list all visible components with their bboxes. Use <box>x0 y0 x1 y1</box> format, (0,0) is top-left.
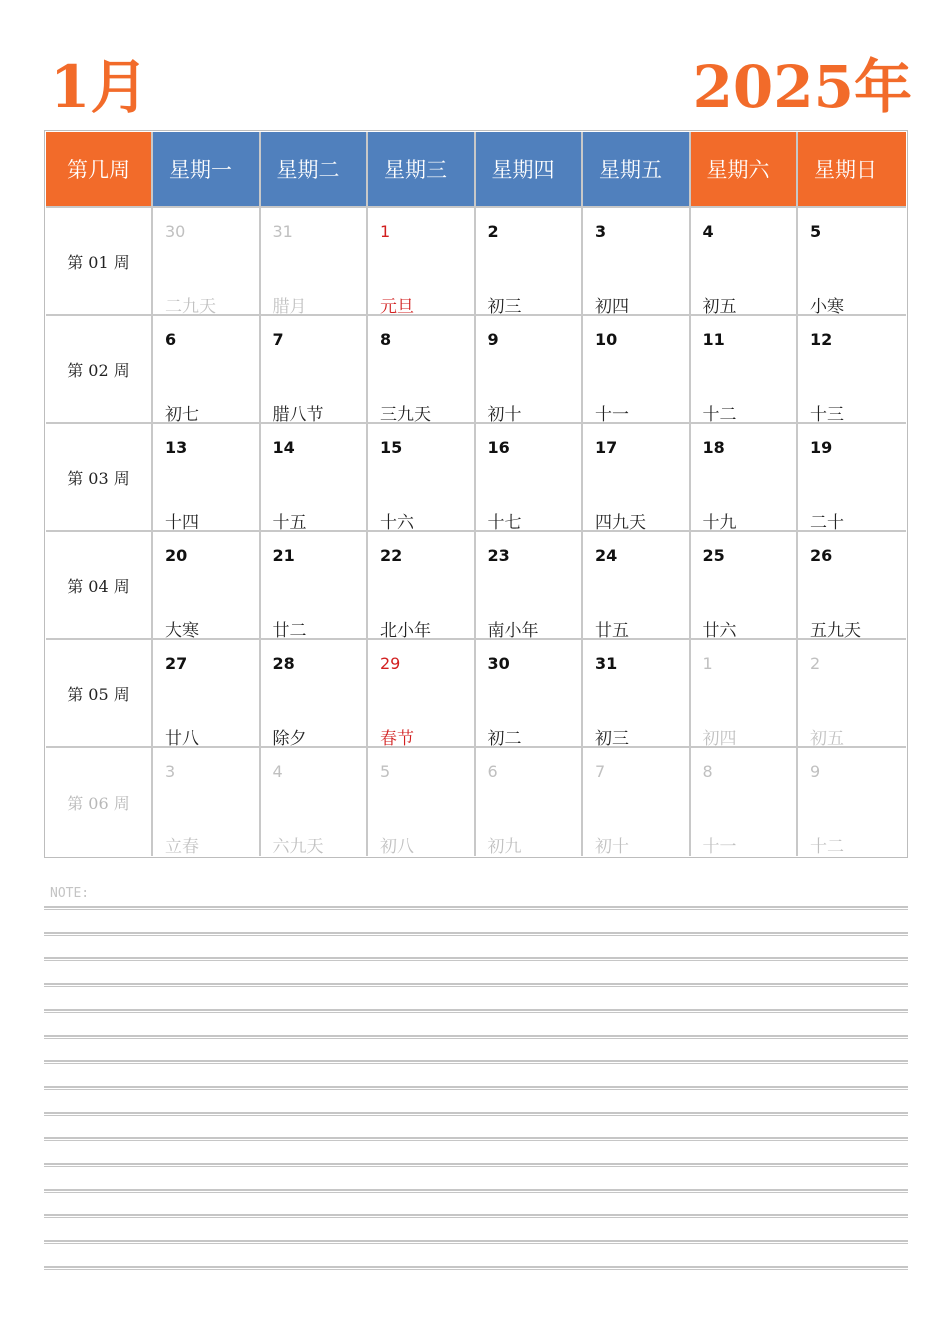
day-cell[interactable] <box>583 640 691 748</box>
week-number: 第 03 周 <box>46 424 153 532</box>
solar-date: 23 <box>487 546 510 565</box>
solar-date: 30 <box>487 654 510 673</box>
header-weekday <box>153 132 261 208</box>
lunar-date: 十三 <box>810 405 844 424</box>
day-cell[interactable] <box>583 748 691 856</box>
day-cell[interactable] <box>261 748 369 856</box>
day-cell[interactable] <box>261 424 369 532</box>
calendar-table <box>44 130 908 858</box>
header-weekday <box>798 132 906 208</box>
solar-date: 31 <box>272 222 293 241</box>
day-cell[interactable] <box>261 532 369 640</box>
day-cell[interactable] <box>583 316 691 424</box>
solar-date: 18 <box>702 438 725 457</box>
day-cell[interactable] <box>153 316 261 424</box>
week-number: 第 02 周 <box>46 316 153 424</box>
lunar-date: 初十 <box>487 405 522 424</box>
weekday-label: 星期三 <box>384 158 447 182</box>
lunar-date: 小寒 <box>810 297 844 316</box>
lunar-date: 十六 <box>380 513 414 532</box>
solar-date: 26 <box>810 546 833 565</box>
year-title: 2025年 <box>692 53 912 121</box>
solar-date: 27 <box>165 654 188 673</box>
note-line <box>44 1189 908 1193</box>
note-line <box>44 1086 908 1090</box>
solar-date: 21 <box>272 546 295 565</box>
lunar-date: 廿五 <box>595 621 629 640</box>
solar-date: 28 <box>272 654 295 673</box>
lunar-date: 初四 <box>702 729 737 748</box>
lunar-date: 初九 <box>487 837 522 856</box>
lunar-date: 六九天 <box>272 837 324 856</box>
lunar-date: 十四 <box>165 513 199 532</box>
week-number: 第 01 周 <box>46 208 153 316</box>
day-cell[interactable] <box>476 748 584 856</box>
lunar-date: 南小年 <box>487 621 539 640</box>
lunar-date: 十一 <box>702 837 737 856</box>
day-cell[interactable] <box>798 424 906 532</box>
note-line <box>44 906 908 910</box>
lunar-date: 初四 <box>595 297 629 316</box>
solar-date: 4 <box>272 762 283 781</box>
lunar-date: 腊八节 <box>272 405 324 424</box>
lunar-date: 初七 <box>165 405 199 424</box>
day-cell[interactable] <box>261 208 369 316</box>
solar-date: 6 <box>165 330 177 349</box>
week-number: 第 05 周 <box>46 640 153 748</box>
solar-date: 31 <box>595 654 618 673</box>
day-cell[interactable] <box>691 208 799 316</box>
day-cell[interactable] <box>261 640 369 748</box>
header-weekday <box>476 132 584 208</box>
solar-date: 1 <box>702 654 713 673</box>
weekday-label: 星期六 <box>706 158 770 182</box>
solar-date: 11 <box>702 330 725 349</box>
lunar-date: 二十 <box>810 513 844 532</box>
day-cell[interactable] <box>153 748 261 856</box>
lunar-date: 廿二 <box>272 621 307 640</box>
lunar-date: 五九天 <box>810 621 861 640</box>
solar-date: 20 <box>165 546 188 565</box>
note-line <box>44 1035 908 1039</box>
note-line <box>44 1163 908 1167</box>
day-cell[interactable] <box>691 640 799 748</box>
solar-date: 25 <box>702 546 725 565</box>
lunar-date: 北小年 <box>380 621 431 640</box>
day-cell[interactable] <box>368 424 476 532</box>
header-weekday <box>261 132 369 208</box>
lunar-date: 四九天 <box>595 513 646 532</box>
lunar-date: 春节 <box>380 729 414 748</box>
day-cell[interactable] <box>368 208 476 316</box>
week-number: 第 06 周 <box>46 748 153 856</box>
lunar-date: 十七 <box>487 513 522 532</box>
day-cell[interactable] <box>691 316 799 424</box>
calendar-grid <box>46 132 906 856</box>
lunar-date: 元旦 <box>380 297 414 316</box>
note-line <box>44 932 908 936</box>
solar-date: 2 <box>487 222 499 241</box>
lunar-date: 十二 <box>702 405 737 424</box>
day-cell[interactable] <box>368 532 476 640</box>
solar-date: 3 <box>595 222 607 241</box>
solar-date: 30 <box>165 222 186 241</box>
note-line <box>44 983 908 987</box>
lunar-date: 廿六 <box>702 621 737 640</box>
day-cell[interactable] <box>153 424 261 532</box>
note-label: NOTE: <box>50 886 90 901</box>
lunar-date: 立春 <box>165 837 199 856</box>
weekday-label: 星期一 <box>169 158 232 182</box>
day-cell[interactable] <box>153 532 261 640</box>
weekday-label: 星期二 <box>276 158 340 182</box>
day-cell[interactable] <box>691 748 799 856</box>
day-cell[interactable] <box>798 748 906 856</box>
lunar-date: 十九 <box>702 513 737 532</box>
solar-date: 24 <box>595 546 618 565</box>
solar-date: 6 <box>487 762 498 781</box>
note-line <box>44 1060 908 1064</box>
solar-date: 15 <box>380 438 403 457</box>
lunar-date: 十五 <box>272 513 307 532</box>
note-line <box>44 1240 908 1244</box>
lunar-date: 二九天 <box>165 297 216 316</box>
month-title: 1月 <box>50 53 149 121</box>
note-line <box>44 1266 908 1270</box>
day-cell[interactable] <box>368 316 476 424</box>
solar-date: 22 <box>380 546 403 565</box>
day-cell[interactable] <box>583 208 691 316</box>
solar-date: 7 <box>272 330 284 349</box>
solar-date: 8 <box>380 330 392 349</box>
day-cell[interactable] <box>798 316 906 424</box>
weekday-label: 星期五 <box>599 158 662 182</box>
header-weekday <box>368 132 476 208</box>
day-cell[interactable] <box>368 640 476 748</box>
solar-date: 5 <box>380 762 391 781</box>
lunar-date: 十一 <box>595 405 629 424</box>
day-cell[interactable] <box>476 208 584 316</box>
week-number: 第 04 周 <box>46 532 153 640</box>
lunar-date: 初五 <box>810 729 844 748</box>
day-cell[interactable] <box>153 208 261 316</box>
day-cell[interactable] <box>691 532 799 640</box>
solar-date: 4 <box>702 222 714 241</box>
lunar-date: 初三 <box>595 729 629 748</box>
note-line <box>44 1112 908 1116</box>
lunar-date: 三九天 <box>380 405 431 424</box>
day-cell[interactable] <box>368 748 476 856</box>
solar-date: 9 <box>810 762 821 781</box>
solar-date: 16 <box>487 438 510 457</box>
solar-date: 5 <box>810 222 822 241</box>
lunar-date: 大寒 <box>165 621 199 640</box>
note-line <box>44 1214 908 1218</box>
lunar-date: 除夕 <box>272 729 307 748</box>
day-cell[interactable] <box>691 424 799 532</box>
solar-date: 1 <box>380 222 391 241</box>
day-cell[interactable] <box>798 640 906 748</box>
day-cell[interactable] <box>583 424 691 532</box>
lunar-date: 十二 <box>810 837 844 856</box>
header-week-number: 第几周 <box>46 132 153 208</box>
day-cell[interactable] <box>583 532 691 640</box>
header-weekday <box>583 132 691 208</box>
day-cell[interactable] <box>798 208 906 316</box>
note-line <box>44 1009 908 1013</box>
day-cell[interactable] <box>153 640 261 748</box>
weekday-label: 星期日 <box>814 158 877 182</box>
weekday-label: 星期四 <box>491 158 555 182</box>
solar-date: 19 <box>810 438 833 457</box>
solar-date: 3 <box>165 762 176 781</box>
solar-date: 14 <box>272 438 295 457</box>
lunar-date: 初八 <box>380 837 414 856</box>
day-cell[interactable] <box>476 316 584 424</box>
solar-date: 7 <box>595 762 606 781</box>
lunar-date: 初十 <box>595 837 629 856</box>
day-cell[interactable] <box>261 316 369 424</box>
solar-date: 13 <box>165 438 188 457</box>
note-line <box>44 957 908 961</box>
day-cell[interactable] <box>476 424 584 532</box>
solar-date: 12 <box>810 330 833 349</box>
solar-date: 17 <box>595 438 618 457</box>
lunar-date: 初三 <box>487 297 522 316</box>
lunar-date: 初五 <box>702 297 737 316</box>
day-cell[interactable] <box>476 532 584 640</box>
lunar-date: 廿八 <box>165 729 199 748</box>
lunar-date: 初二 <box>487 729 522 748</box>
lunar-date: 腊月 <box>272 297 307 316</box>
day-cell[interactable] <box>476 640 584 748</box>
solar-date: 10 <box>595 330 618 349</box>
note-line <box>44 1137 908 1141</box>
day-cell[interactable] <box>798 532 906 640</box>
solar-date: 9 <box>487 330 499 349</box>
solar-date: 8 <box>702 762 713 781</box>
header-weekday <box>691 132 799 208</box>
solar-date: 2 <box>810 654 821 673</box>
solar-date: 29 <box>380 654 401 673</box>
